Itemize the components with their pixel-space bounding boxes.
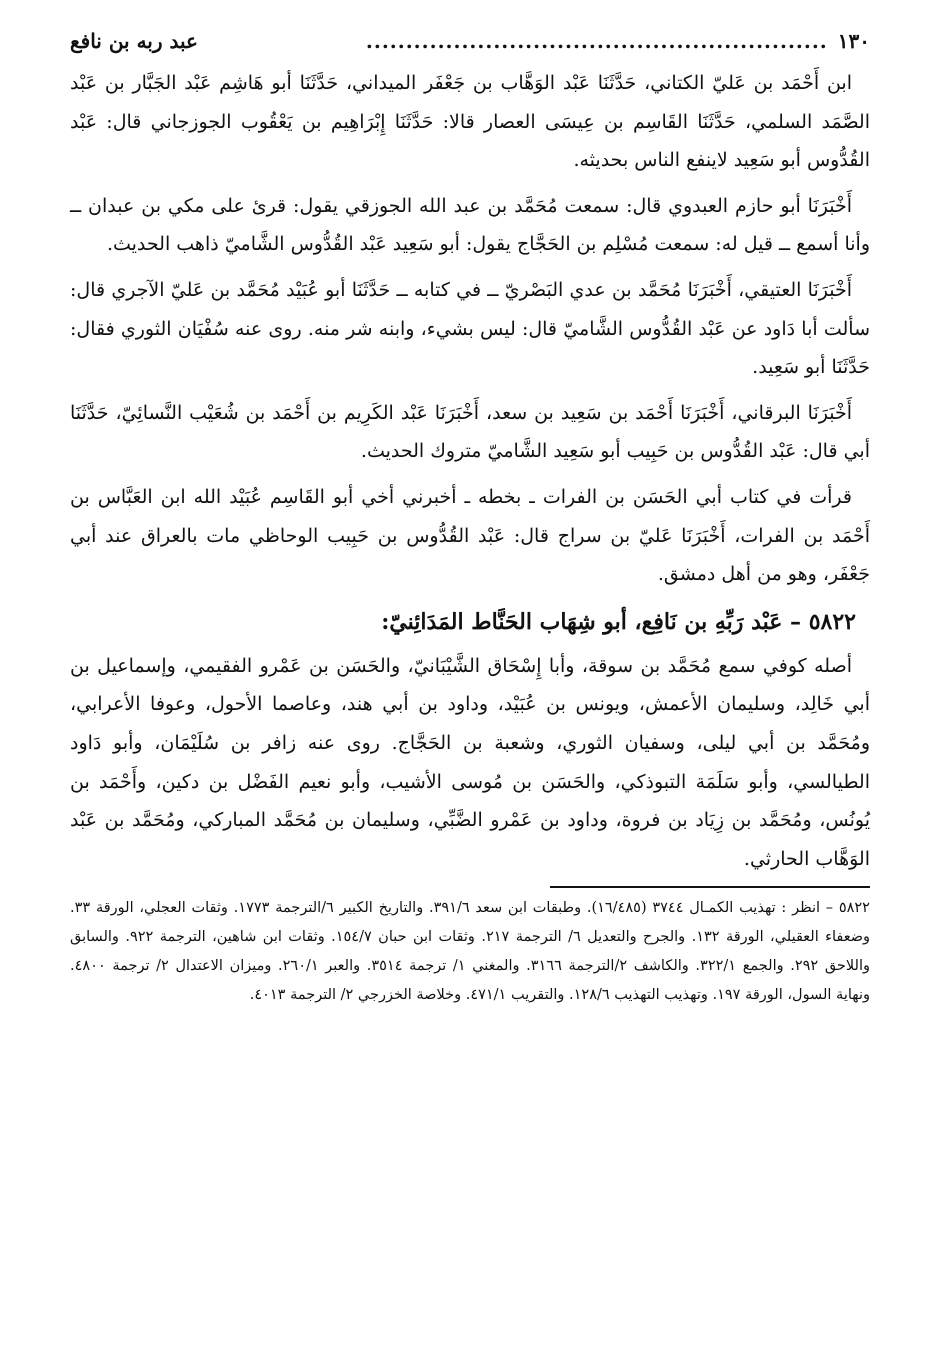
- footnotes: [70, 894, 870, 1010]
- running-header: [70, 24, 870, 58]
- entry-heading: ٥٨٢٢ – عَبْد رَبِّهِ بن نَافِع، أبو شِهَاب الحَنَّاط المَدَائِنيّ:: [381, 608, 856, 635]
- page-number: ١٣٠: [837, 29, 870, 53]
- footnote-text: ٥٨٢٢ – انظر : تهذيب الكمـال ٣٧٤٤ (١٦/٤٨٥). وطبقات ابن سعد ٣٩١/٦. والتاريخ الكبير ٦/الترجمة ١٧٧٣. وثقات العجلي، الورقة ٣٣. وضعفاء العقيلي، الورقة ١٣٢. والجرح والتعديل ٦/ الترجمة ٢١٧. وثقات ابن حبان ١٥٤/٧. وثقات ابن شاهين، الترجمة ٩٢٢. والسابق واللاحق ٢٩٢. والجمع ٣٢٢/١. والكاشف ٢/الترجمة ٣١٦٦. والمغني ١/ ترجمة ٣٥١٤. والعبر ٢٦٠/١. وميزان الاعتدال ٢/ ترجمة ٤٨٠٠. ونهاية السول، الورقة ١٩٧. وتهذيب التهذيب ١٢٨/٦. والتقريب ٤٧١/١. وخلاصة الخزرجي ٢/ الترجمة ٤٠١٣.: [70, 900, 871, 1004]
- paragraph-4: أَخْبَرَنَا البرقاني، أَخْبَرَنَا أَحْمَد بن سَعِيد بن سعد، أَخْبَرَنَا عَبْد الكَرِيم بن أَحْمَد بن شُعَيْب النَّسائِيّ، حَدَّثَنَا أبي قال: عَبْد القُدُّوس بن حَبِيب أبو سَعِيد الشَّاميّ متروك الحديث.: [70, 401, 870, 463]
- book-page: [70, 24, 870, 1010]
- running-title: عبد ربه بن نافع: [70, 29, 198, 53]
- main-text: [70, 64, 870, 878]
- paragraph-1: ابن أَحْمَد بن عَليّ الكتاني، حَدَّثَنَا عَبْد الوَهَّاب بن جَعْفَر الميداني، حَدَّثَنَا أبو هَاشِم عَبْد الجَبَّار بن عَبْد الصَّمَد السلمي، حَدَّثَنَا القَاسِم بن عِيسَى العصار قالا: حَدَّثَنَا إِبْرَاهِيم بن يَعْقُوب الجوزجاني قال: عَبْد القُدُّوس أبو سَعِيد لاينفع الناس بحديثه.: [70, 72, 870, 172]
- paragraph-2: أَخْبَرَنَا أبو حازم العبدوي قال: سمعت مُحَمَّد بن عبد الله الجوزقي يقول: قرئ على مكي بن عبدان ــ وأنا أسمع ــ قيل له: سمعت مُسْلِم بن الحَجَّاج يقول: أبو سَعِيد عَبْد القُدُّوس الشَّاميّ ذاهب الحديث.: [70, 194, 870, 256]
- paragraph-5: قرأت في كتاب أبي الحَسَن بن الفرات ـ بخطه ـ أخبرني أخي أبو القَاسِم عُبَيْد الله ابن العَبَّاس بن أَحْمَد بن الفرات، أَخْبَرَنَا عَليّ بن سراج قال: عَبْد القُدُّوس بن حَبِيب الوحاظي مات بالعراق عند أبي جَعْفَر، وهو من أهل دمشق.: [70, 485, 870, 586]
- entry-text: أصله كوفي سمع مُحَمَّد بن سوقة، وأبا إِسْحَاق الشَّيْبَانيّ، والحَسَن بن عَمْرو الفقيمي، وإسماعيل بن أبي خَالِد، وسليمان الأعمش، ويونس بن عُبَيْد، وداود بن أبي هند، وعاصما الأحول، وعوفا الأعرابي، ومُحَمَّد بن أبي ليلى، وسفيان الثوري، وشعبة بن الحَجَّاج. روى عنه زافر بن سُلَيْمَان، وأبو دَاود الطيالسي، وأبو سَلَمَة التبوذكي، والحَسَن بن مُوسى الأشيب، وأبو نعيم الفَضْل بن دكين، وأَحْمَد بن يُونُس، ومُحَمَّد بن زِيَاد بن فروة، وداود بن عَمْرو الضَّبِّي، وسليمان بن مُحَمَّد المباركي، ومُحَمَّد بن عَبْد الوَهَّاب الحارثي.: [70, 654, 870, 870]
- header-leader-dots: ..........................................................: [365, 29, 828, 53]
- paragraph-3: أَخْبَرَنَا العتيقي، أَخْبَرَنَا مُحَمَّد بن عدي البَصْريّ ــ في كتابه ــ حَدَّثَنَا أبو عُبَيْد مُحَمَّد بن عَليّ الآجري قال: سألت أبا دَاود عن عَبْد القُدُّوس الشَّاميّ قال: ليس بشيء، وابنه شر منه. روى عنه سُفْيَان الثوري فقال: حَدَّثَنَا أبو سَعِيد.: [70, 278, 870, 379]
- footnote-separator: [550, 886, 870, 888]
